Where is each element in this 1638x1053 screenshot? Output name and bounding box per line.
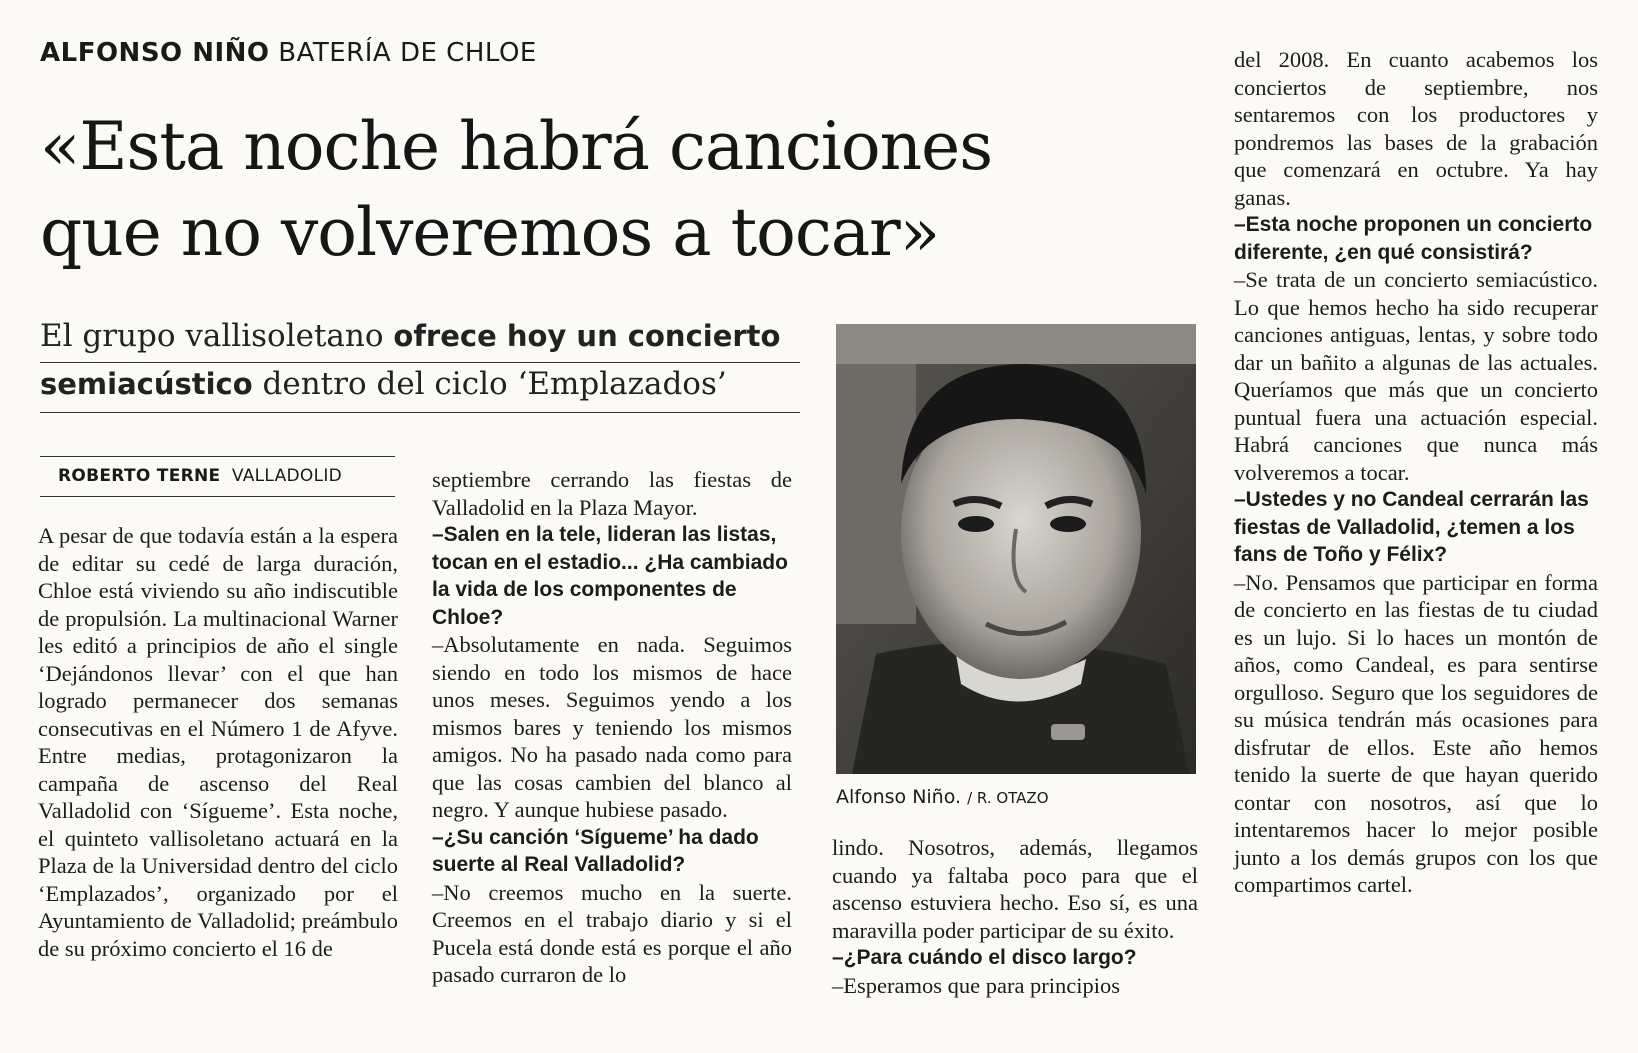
deck-part-1: El grupo vallisoletano [40, 318, 394, 354]
interview-question: –Esta noche proponen un concierto diferente, ¿en qué consistirá? [1234, 213, 1593, 264]
photo-caption-text: Alfonso Niño. [836, 786, 962, 808]
column-1 [38, 522, 398, 962]
paragraph: septiembre cerrando las fiestas de Valladolid en la Plaza Mayor. [432, 467, 792, 520]
paragraph: –Absolutamente en nada. Seguimos siendo en todo los mismos de hace unos meses. Seguimos yendo a los mismos bares y teniendo los mismos amigos. No ha pasado nada como para que las cosas cambien del blanco al negro. Y aunque hubiese pasado. [432, 632, 792, 822]
kicker [40, 38, 537, 68]
byline-place: VALLADOLID [231, 466, 343, 486]
interview-question: –Salen en la tele, lideran las listas, tocan en el estadio... ¿Ha cambiado la vida de los componentes de Chloe? [432, 523, 788, 629]
kicker-name: ALFONSO NIÑO [40, 38, 270, 68]
headline [40, 104, 1160, 276]
byline-author: ROBERTO TERNE [58, 466, 221, 486]
paragraph: –No creemos mucho en la suerte. Creemos en el trabajo diario y si el Pucela está donde está es porque el año pasado curraron de lo [432, 879, 792, 987]
byline [58, 466, 342, 486]
column-4 [1234, 46, 1598, 899]
byline-rule-top [40, 456, 395, 457]
headline-line-1: «Esta noche habrá canciones [40, 108, 993, 185]
paragraph: A pesar de que todavía están a la espera de editar su cedé de larga duración, Chloe está viviendo su año indiscutible de propulsión. La multinacional Warner les editó a principios de año el single ‘Dejándonos llevar’ con el que han logrado permanecer dos semanas consecutivas en el Número 1 de Afyve. Entre medias, protagonizaron la campaña de ascenso del Real Valladolid con ‘Sígueme’. Esta noche, el quinteto vallisoletano actuará en la Plaza de la Universidad dentro del ciclo ‘Emplazados’, organizado por el Ayuntamiento de Valladolid; preámbulo de su próximo concierto el 16 de [38, 523, 398, 961]
kicker-role: BATERÍA DE CHLOE [278, 38, 537, 68]
deck-bold-2: semiacústico [40, 367, 253, 401]
portrait-photo [836, 324, 1196, 774]
paragraph: del 2008. En cuanto acabemos los conciertos de septiembre, nos sentaremos con los productores y pondremos las bases de la grabación que comenzará en octubre. Ya hay ganas. [1234, 47, 1598, 210]
deck-part-2: dentro del ciclo ‘Emplazados’ [252, 366, 727, 402]
column-2 [432, 466, 792, 989]
deck-rule-2 [40, 412, 800, 413]
paragraph: –No. Pensamos que participar en forma de concierto en las fiestas de tu ciudad es un lujo. Si lo haces un montón de años, como Candeal, es para sentirse orgulloso. Seguro que los seguidores de su música tendrán más ocasiones para disfrutar de ellos. Este año hemos tenido la suerte de que hayan querido contar con nosotros, así que lo intentaremos hacer lo mejor posible junto a los demás grupos con los que compartimos cartel. [1234, 569, 1598, 897]
byline-rule-bottom [40, 496, 395, 497]
photo-credit: / R. OTAZO [967, 789, 1049, 807]
deck-subtitle [40, 312, 800, 408]
paragraph: –Esperamos que para principios [832, 972, 1121, 998]
headline-line-2: que no volveremos a tocar» [40, 194, 940, 271]
deck-rule-1 [40, 362, 800, 363]
paragraph: –Se trata de un concierto semiacústico. Lo que hemos hecho ha sido recuperar canciones antiguas, lentas, y sobre todo dar un bañito a algunas de las actuales. Queríamos que más que un concierto puntual fuera una actuación especial. Habrá canciones que nunca más volveremos a tocar. [1234, 267, 1598, 485]
interview-question: –¿Para cuándo el disco largo? [832, 946, 1137, 969]
photo-caption [836, 786, 1049, 808]
column-3 [832, 834, 1198, 999]
interview-question: –¿Su canción ‘Sígueme’ ha dado suerte al Real Valladolid? [432, 825, 759, 876]
deck-bold-1: ofrece hoy un concierto [393, 319, 781, 353]
paragraph: lindo. Nosotros, además, llegamos cuando ya faltaba poco para que el ascenso estuviera hecho. Eso sí, es una maravilla poder participar de su éxito. [832, 835, 1198, 943]
interview-question: –Ustedes y no Candeal cerrarán las fiestas de Valladolid, ¿temen a los fans de Toño y Félix? [1234, 488, 1589, 566]
portrait-illustration [836, 324, 1196, 774]
